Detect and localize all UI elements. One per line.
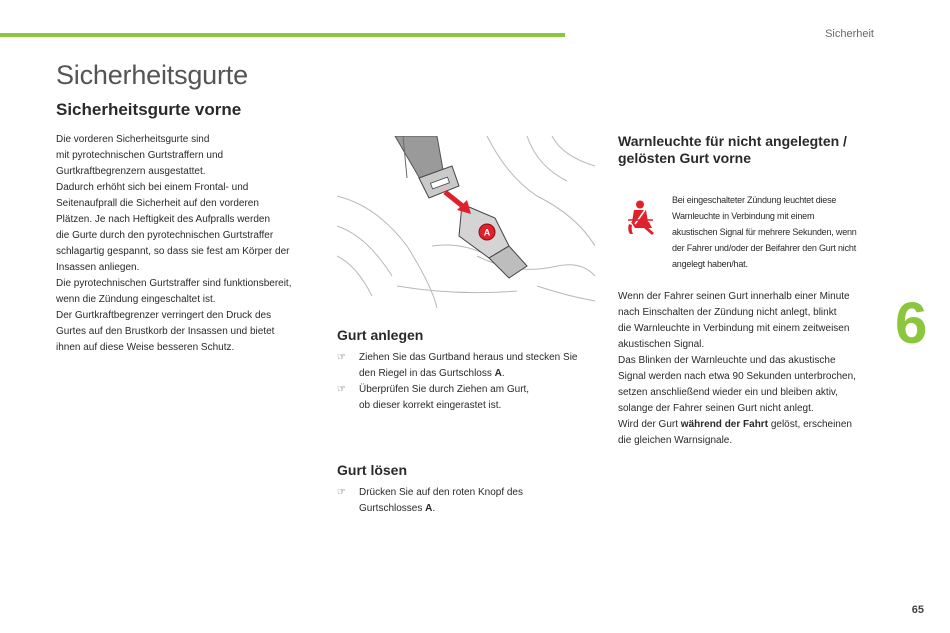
text-line: Warnleuchte in Verbindung mit einem [672,211,815,221]
text-line: Wenn der Fahrer seinen Gurt innerhalb einer Minute [618,291,850,302]
chapter-number: 6 [895,291,928,356]
text-line: die Warnleuchte in Verbindung mit einem zeitweisen [618,323,850,334]
text-line: akustischen Signal. [618,339,705,350]
text-line: Seitenaufprall die Sicherheit auf den vorderen [56,198,259,209]
hand-pointer-icon: ☞ [337,384,346,395]
text-line: mit pyrotechnischen Gurtstraffern und [56,150,224,161]
page-title: Sicherheitsgurte [56,60,248,90]
text-line: nach Einschalten der Zündung nicht anlegt, blinkt [618,307,837,318]
label-a: A [494,368,502,379]
heading-gurt-loesen: Gurt lösen [337,462,408,478]
text-line [618,417,880,433]
warn-description [672,192,878,272]
text-line: Plätzen. Je nach Heftigkeit des Aufpralls werden [56,214,271,225]
hand-pointer-icon: ☞ [337,487,346,498]
text-line: Der Gurtkraftbegrenzer verringert den Druck des [56,310,272,321]
text-line: Überprüfen Sie durch Ziehen am Gurt, [359,384,530,395]
heading-line: gelösten Gurt vorne [618,150,752,166]
steps-gurt-loesen [337,485,599,517]
text-line: die gleichen Warnsignale. [618,435,733,446]
text-line: Ziehen Sie das Gurtband heraus und stecken Sie [359,352,578,363]
section-header: Sicherheit [825,28,874,40]
text-line: Das Blinken der Warnleuchte und das akustische [618,355,836,366]
seatbelt-warning-icon [626,200,656,236]
text-bold: während der Fahrt [680,419,769,430]
list-item [337,485,599,517]
text-line: Gurtes auf den Brustkorb der Insassen und bietet [56,326,275,337]
text-line: solange der Fahrer seinen Gurt nicht anlegt. [618,403,814,414]
seatbelt-buckle-illustration [337,136,595,308]
text-line: der Fahrer und/oder der Beifahrer den Gurt nicht [672,243,857,253]
hand-pointer-icon: ☞ [337,352,346,363]
list-item [337,382,599,414]
text-line: den Riegel in das Gurtschloss [359,368,495,379]
list-item [337,350,599,382]
text-line: . [501,368,505,379]
text-line: schlagartig gespannt, so dass sie fest am Körper der [56,246,290,257]
text-span: Wird der Gurt [618,419,681,430]
text-line: ihnen auf diese Weise besseren Schutz. [56,342,235,353]
text-line: Die pyrotechnischen Gurtstraffer sind funktionsbereit, [56,278,292,289]
accent-bar [0,33,565,37]
steps-gurt-anlegen [337,350,599,414]
label-a: A [425,503,433,514]
page-subtitle: Sicherheitsgurte vorne [56,100,242,119]
text-line: Gurtschlosses [359,503,426,514]
text-span: gelöst, erscheinen [768,419,852,430]
text-line: wenn die Zündung eingeschaltet ist. [56,294,216,305]
text-line: Die vorderen Sicherheitsgurte sind [56,134,210,145]
page-number: 65 [911,604,924,616]
warn-body-text [618,289,880,449]
text-line: die Gurte durch den pyrotechnischen Gurtstraffer [56,230,274,241]
text-line: setzen anschließend wieder ein und bleiben aktiv, [618,387,838,398]
text-line: akustischen Signal für mehrere Sekunden, wenn [672,227,857,237]
text-line: Insassen anliegen. [56,262,140,273]
text-line: . [432,503,436,514]
text-line: Gurtkraftbegrenzern ausgestattet. [56,166,206,177]
intro-text [56,132,318,356]
text-line: Signal werden nach etwa 90 Sekunden unterbrochen, [618,371,856,382]
text-line: Bei eingeschalteter Zündung leuchtet diese [672,195,837,205]
heading-warnleuchte [618,133,880,167]
heading-gurt-anlegen: Gurt anlegen [337,327,424,343]
text-line: ob dieser korrekt eingerastet ist. [359,400,502,411]
text-line: angelegt haben/hat. [672,259,748,269]
heading-line: Warnleuchte für nicht angelegten / [618,133,847,149]
text-line: Dadurch erhöht sich bei einem Frontal- und [56,182,249,193]
buckle-label: A [483,227,491,238]
text-line: Drücken Sie auf den roten Knopf des [359,487,523,498]
